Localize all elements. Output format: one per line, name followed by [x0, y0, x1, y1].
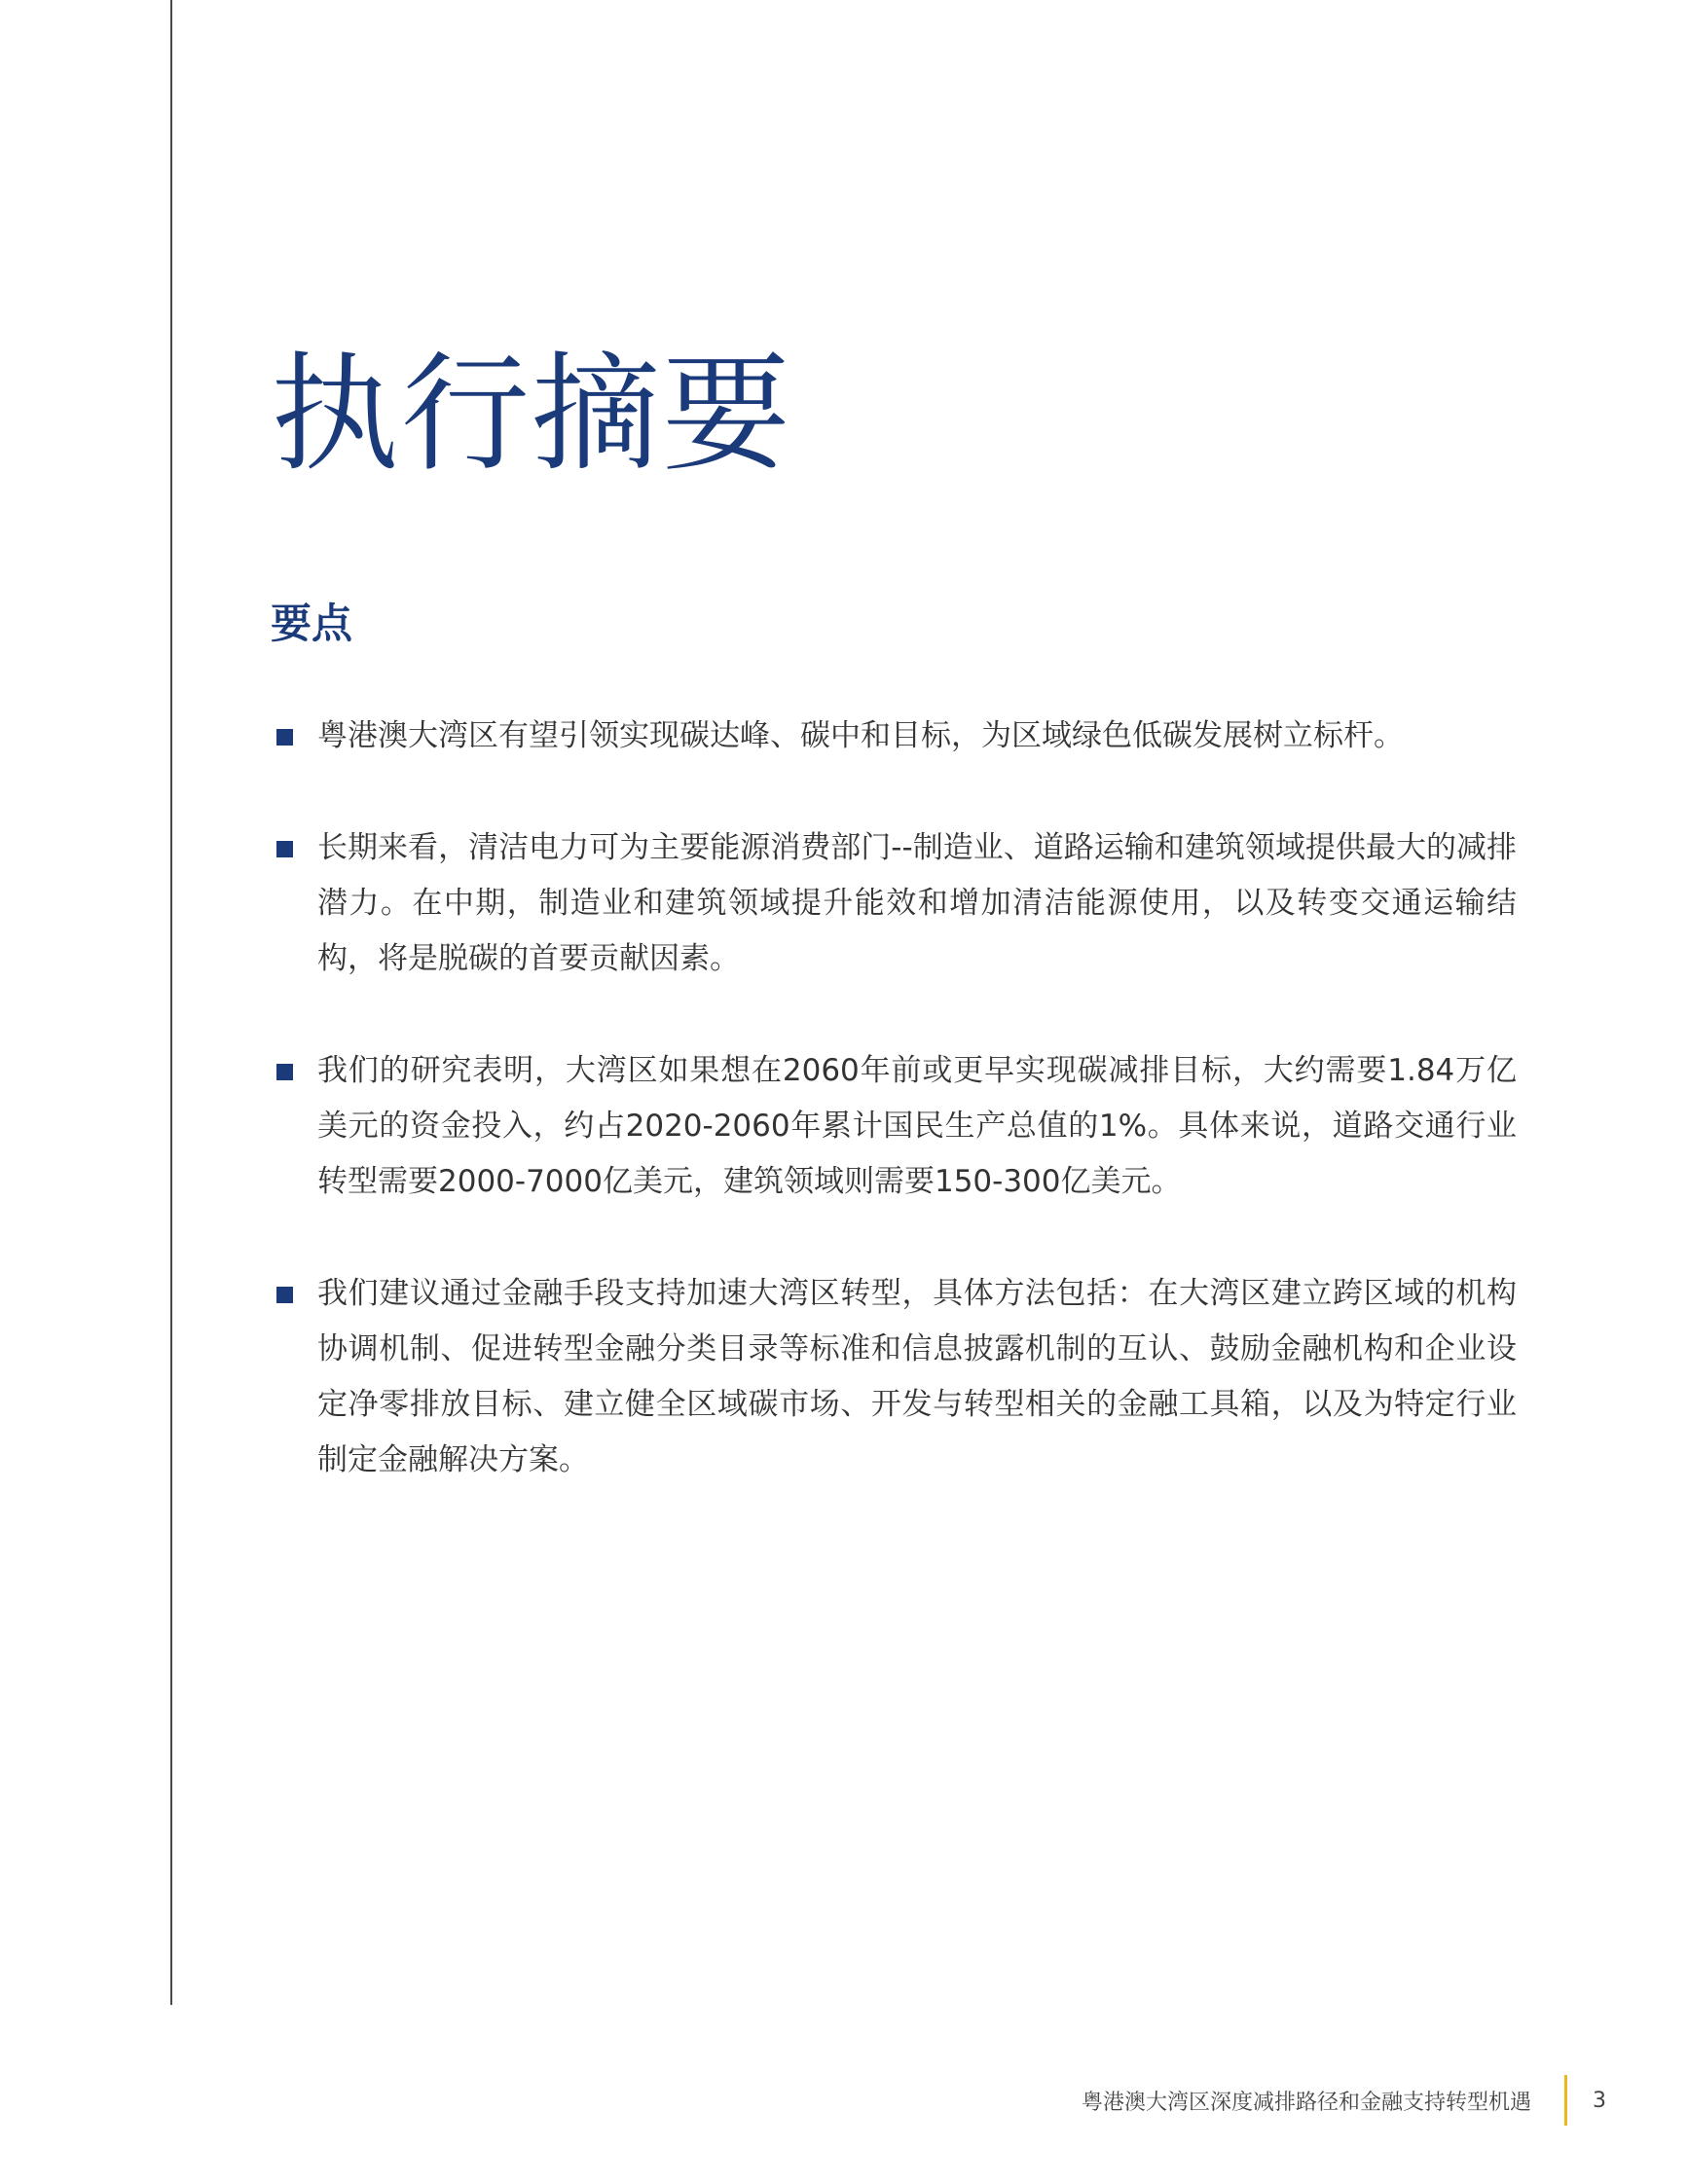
square-bullet-icon	[276, 1064, 293, 1080]
key-point-item	[271, 820, 1517, 987]
page-number: 3	[1593, 2088, 1606, 2113]
footer-report-title: 粤港澳大湾区深度减排路径和金融支持转型机遇	[1081, 2090, 1531, 2115]
key-point-text: 我们建议通过金融手段支持加速大湾区转型，具体方法包括：在大湾区建立跨区域的机构协调机制、促进转型金融分类目录等标准和信息披露机制的互认、鼓励金融机构和企业设定净零排放目标、建立健全区域碳市场、开发与转型相关的金融工具箱，以及为特定行业制定金融解决方案。	[317, 1276, 1517, 1477]
square-bullet-icon	[276, 1287, 293, 1303]
key-point-text: 粤港澳大湾区有望引领实现碳达峰、碳中和目标，为区域绿色低碳发展树立标杆。	[317, 718, 1404, 753]
key-point-text: 我们的研究表明，大湾区如果想在2060年前或更早实现碳减排目标，大约需要1.84万亿美元的资金投入，约占2020-2060年累计国民生产总值的1%。具体来说，道路交通行业转型需要2000-7000亿美元，建筑领域则需要150-300亿美元。	[317, 1053, 1517, 1199]
page-footer	[1082, 2073, 1606, 2128]
key-point-text: 长期来看，清洁电力可为主要能源消费部门--制造业、道路运输和建筑领域提供最大的减排潜力。在中期，制造业和建筑领域提升能效和增加清洁能源使用，以及转变交通运输结构，将是脱碳的首要贡献因素。	[317, 830, 1517, 976]
key-point-item	[271, 1266, 1517, 1488]
key-point-item	[271, 1043, 1517, 1210]
left-margin-rule	[170, 0, 172, 2005]
page-title: 执行摘要	[271, 340, 792, 490]
footer-divider	[1564, 2075, 1567, 2126]
key-points-list	[271, 709, 1517, 1545]
square-bullet-icon	[276, 841, 293, 857]
square-bullet-icon	[276, 729, 293, 746]
section-heading: 要点	[271, 600, 353, 647]
key-point-item	[271, 709, 1517, 764]
